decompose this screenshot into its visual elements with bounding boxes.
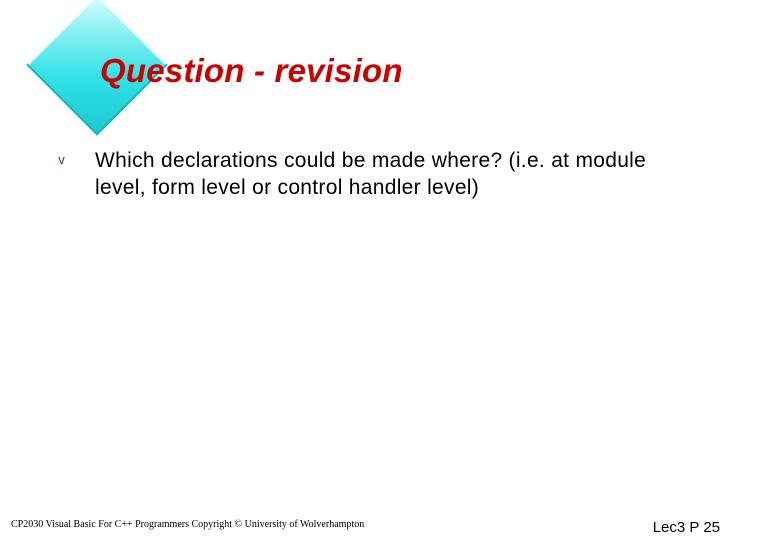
bullet-item (58, 147, 698, 201)
bullet-text: Which declarations could be made where? (i.e. at module level, form level or control handler level) (95, 149, 647, 199)
bullet-list (58, 147, 698, 201)
bullet-marker-icon: v (58, 153, 66, 167)
footer-page-number: Lec3 P 25 (652, 519, 720, 536)
slide-title: Question - revision (100, 52, 403, 89)
footer-copyright: CP2030 Visual Basic For C++ Programmers Copyright © University of Wolverhampton (11, 519, 365, 530)
